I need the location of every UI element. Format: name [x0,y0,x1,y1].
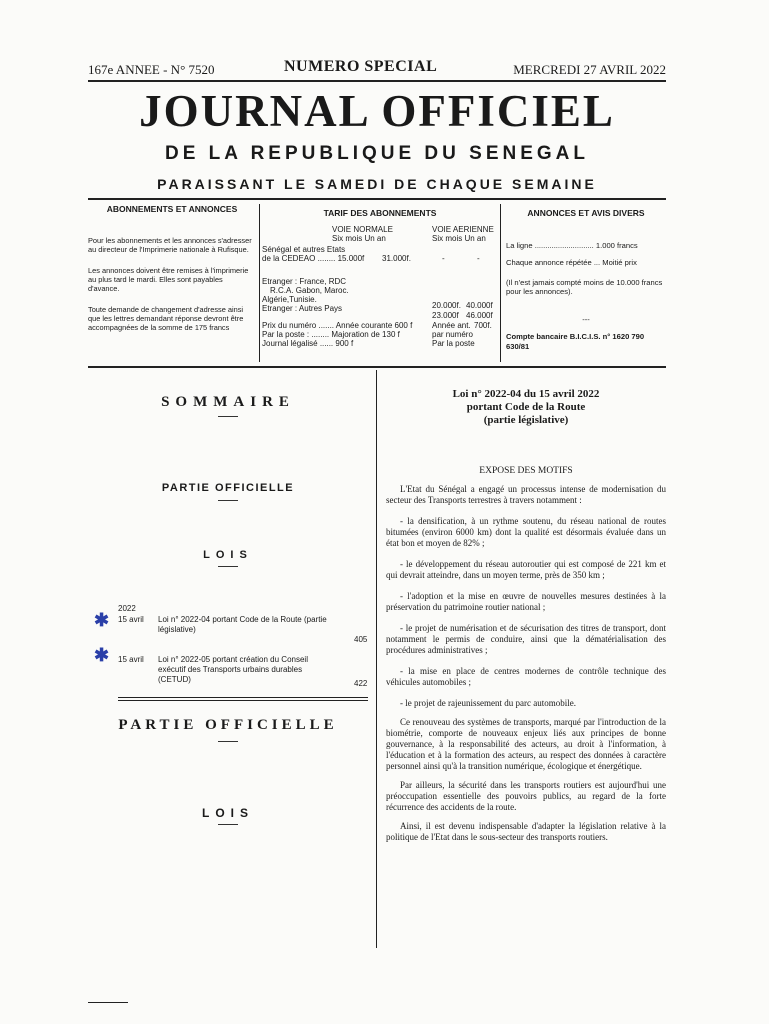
footer-rule [88,1002,128,1003]
expose-bullet-1: - la densification, à un rythme soutenu, du réseau national de routes bitumées (environ 6000 km) dont la qualité est désormais évaluée dans un état bon et moyen de 82% ; [386,516,666,548]
tarif-autres-an: 46.000f [466,310,493,320]
abonnements-text-3: Toute demande de changement d'adresse ainsi que les lettres demandant réponse devront être accompagnées de la somme de 175 francs [88,305,244,332]
issue-date: MERCREDI 27 AVRIL 2022 [513,62,666,77]
abonnements-heading: ABONNEMENTS ET ANNONCES [106,204,238,214]
expose-body [386,484,666,849]
masthead-rule [88,80,666,82]
annonces-repetee: Chaque annonce répétée ... Moitié prix [506,258,637,267]
entry-title: Loi n° 2022-04 portant Code de la Route (partie législative) [158,615,327,634]
tarif-par-poste: Par la poste : ........ Majoration de 130 f [262,329,400,339]
tagline-rule [88,198,666,200]
lower-lois-dash [218,824,238,825]
tarif-row-etranger: Etranger : France, RDC [262,276,347,286]
sommaire-heading: SOMMAIRE [161,394,295,410]
column-divider [376,370,377,948]
annonces-heading: ANNONCES ET AVIS DIVERS [527,208,645,218]
voie-normale-label: VOIE NORMALE [332,224,393,234]
tarif-heading: TARIF DES ABONNEMENTS [323,208,437,218]
journal-subtitle: DE LA REPUBLIQUE DU SENEGAL [165,143,589,164]
journal-title: JOURNAL OFFICIEL [139,86,615,136]
lois-dash [218,566,238,567]
expose-intro: L'Etat du Sénégal a engagé un processus intense de modernisation du secteur des Transports terrestres à travers notamment : [386,484,666,505]
sommaire-entry-1[interactable] [118,615,368,645]
entry-date: 15 avril [118,655,144,664]
tarif-senegal-an: 31.000f. [382,253,411,263]
tarif-annee-ant: Année ant. [432,320,471,330]
sommaire-entry-2[interactable] [118,655,368,689]
sommaire-end-rule-2 [118,700,368,701]
tarif-par-numero: par numéro [432,329,473,339]
tarif-row-cedeao: de la CEDEAO ........ 15.000f [262,253,365,263]
sommaire-dash [218,416,238,417]
loi-title-line-3: (partie législative) [483,414,569,426]
masthead-top-line [88,58,666,80]
entry-page: 405 [354,635,368,644]
lower-partie-dash [218,741,238,742]
handwritten-star-mark: ✱ [94,645,110,665]
tarif-journal-legalise: Journal légalisé ...... 900 f [262,338,354,348]
tarif-autres-6: 23.000f [432,310,459,320]
tarif-box [262,209,498,487]
lower-lois: LOIS [201,806,254,820]
tarif-aerienne-cols: Six mois Un an [432,233,486,243]
compte-bancaire: Compte bancaire B.I.C.I.S. n° 1620 790 630/81 [506,332,645,351]
sommaire-year: 2022 [118,604,136,613]
tarif-etranger-6: 20.000f. [432,300,461,310]
expose-bullet-3: - l'adoption et la mise en œuvre de nouvelles mesures destinées à la préservation du patrimoine routier national ; [386,591,666,612]
entry-title: Loi n° 2022-05 portant création du Conseil exécutif des Transports urbains durables (CETUD) [158,655,308,684]
abonnements-text-1: Pour les abonnements et les annonces s'adresser au directeur de l'Imprimerie nationale à Rufisque. [88,236,252,254]
expose-paragraph-3: Ainsi, il est devenu indispensable d'adapter la législation relative à la politique de l'Etat dans le sous-secteur des transports routiers. [386,821,666,842]
tarif-row-etranger-c: Algérie,Tunisie. [262,294,317,304]
expose-paragraph-1: Ce renouveau des systèmes de transports, marqué par l'introduction de la biométrie, comporte de nouveaux enjeux liés aux principes de bonne gouvernance, à la responsabilité des acteurs, au droit à l'information, à l'éducation et à la formation des acteurs, au respect des données à caractère personnel ainsi qu'à la transition numérique, écologique et énergétique. [386,717,666,771]
tarif-prix-numero: Prix du numéro ....... Année courante 600 f [262,320,413,330]
sommaire-partie-officielle: PARTIE OFFICIELLE [161,482,295,494]
abonnements-text-2: Les annonces doivent être remises à l'imprimerie au plus tard le mardi. Elles sont payables d'avance. [88,266,249,293]
loi-title-line-1: Loi n° 2022-04 du 15 avril 2022 [452,388,600,400]
box-divider-1 [259,204,260,362]
expose-bullet-5: - la mise en place de centres modernes de contrôle technique des véhicules automobiles ; [386,666,666,687]
abonnements-box [88,204,256,332]
partie-dash [218,500,238,501]
expose-bullet-2: - le développement du réseau autoroutier qui est composé de 221 km et qui devrait atteindre, dans un moyen terme, près de 350 km ; [386,559,666,580]
tarif-senegal-air-an: - [477,253,480,263]
journal-tagline: PARAISSANT LE SAMEDI DE CHAQUE SEMAINE [157,176,597,192]
issue-number: 167e ANNEE - N° 7520 [88,62,215,77]
tarif-normale-cols: Six mois Un an [332,233,386,243]
tarif-row-autres: Etranger : Autres Pays [262,303,343,313]
tarif-row-etranger-b: R.C.A. Gabon, Maroc. [270,285,349,295]
annonces-note: (Il n'est jamais compté moins de 10.000 francs pour les annonces). [506,277,663,296]
voie-aerienne-label: VOIE AERIENNE [432,224,494,234]
tarif-annee-ant-prix: 700f. [474,320,492,330]
expose-paragraph-2: Par ailleurs, la sécurité dans les transports routiers est aujourd'hui une préoccupation essentielle des pouvoirs publics, au regard de la forte récurrence des accidents de la route. [386,780,666,812]
sommaire-list [118,604,368,689]
handwritten-star-mark: ✱ [94,610,110,630]
annonces-separator: --- [582,314,590,324]
lower-partie-officielle: PARTIE OFFICIELLE [118,717,338,733]
special-issue-label: NUMERO SPECIAL [284,58,438,75]
annonces-ligne: La ligne ............................ 1.000 francs [506,240,638,250]
loi-title-line-2: portant Code de la Route [466,401,586,413]
tarif-row-senegal: Sénégal et autres Etats [262,244,346,254]
entry-page: 422 [354,679,368,688]
sommaire-lois: LOIS [203,549,253,561]
expose-heading: EXPOSE DES MOTIFS [479,466,573,476]
entry-date: 15 avril [118,615,144,624]
tarif-etranger-an: 40.000f [466,300,493,310]
tarif-senegal-air-6: - [442,253,445,263]
box-divider-2 [500,204,501,362]
boxes-bottom-rule [88,366,666,368]
expose-bullet-4: - le projet de numérisation et de sécurisation des titres de transport, dont notamment le permis de conduire, ainsi que la dématérialisation des procédures administratives ; [386,623,666,655]
tarif-par-la-poste: Par la poste [432,338,475,348]
loi-title-block [386,388,666,427]
expose-bullet-6: - le projet de rajeunissement du parc automobile. [400,698,576,708]
annonces-box [506,209,666,351]
sommaire-end-rule [118,697,368,698]
